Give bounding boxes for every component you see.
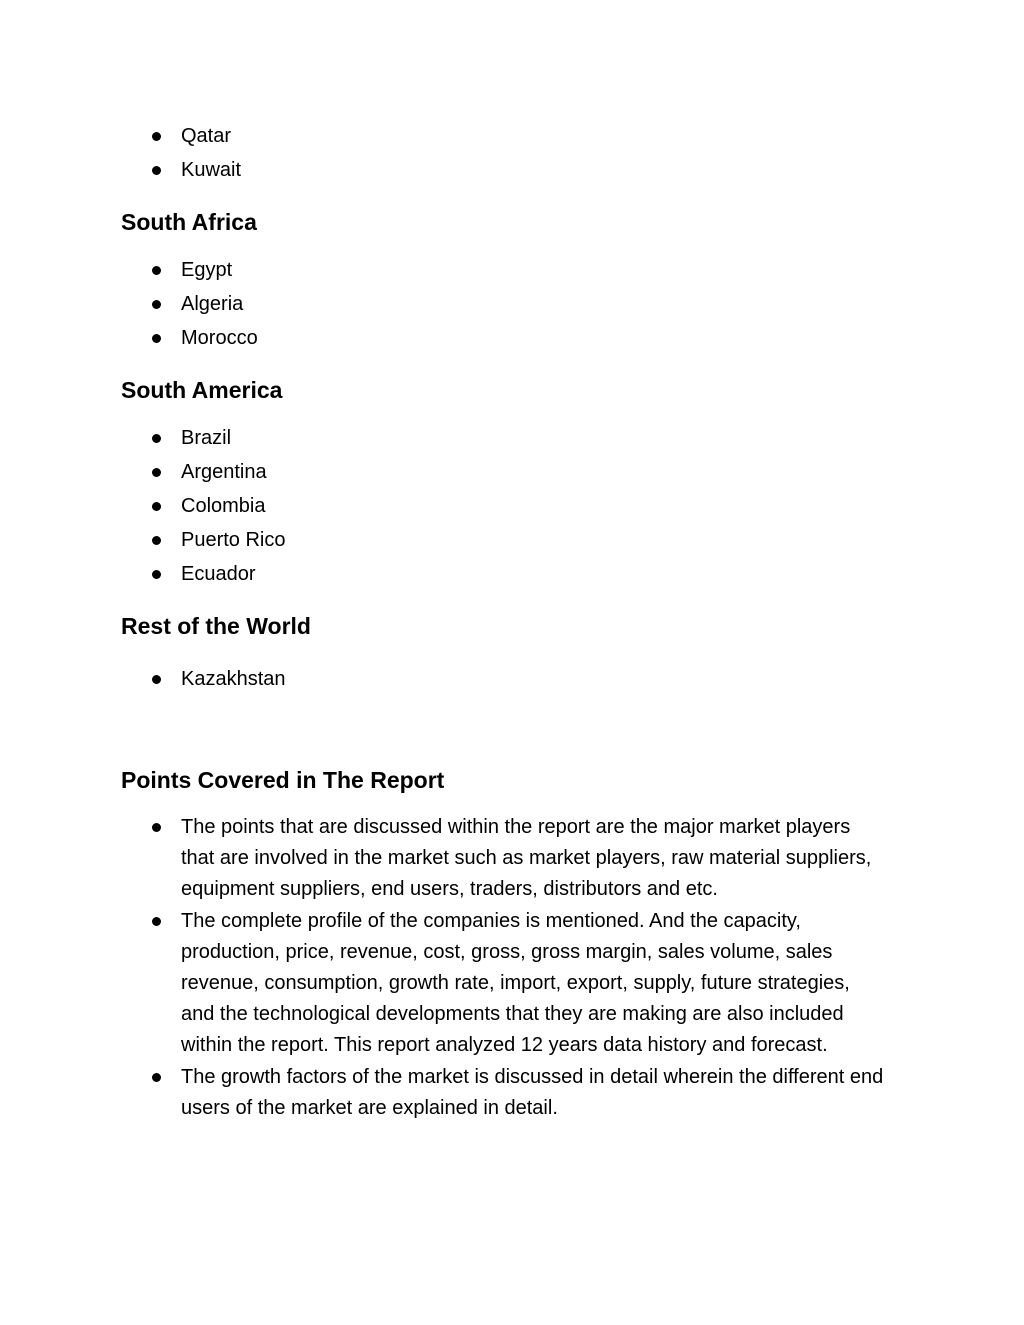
points-covered-list: [0, 812, 900, 1125]
list-item: The points that are discussed within the report are the major market players that are involved in the market such as market players, raw material suppliers, equipment suppliers, end users, traders, distributors and etc.: [0, 812, 886, 905]
list-item: Kazakhstan: [0, 662, 286, 696]
list-item: Kuwait: [0, 153, 241, 187]
list-item: The complete profile of the companies is mentioned. And the capacity, production, price, revenue, cost, gross, gross margin, sales volume, sales revenue, consumption, growth rate, import, export, supply, future strategies, and the technological developments that they are making are also included within the report. This report analyzed 12 years data history and forecast.: [0, 906, 886, 1061]
list-item: Algeria: [0, 287, 258, 321]
list-item: Morocco: [0, 321, 258, 355]
list-item: Ecuador: [0, 557, 286, 591]
section-heading-points-covered: Points Covered in The Report: [121, 767, 445, 793]
list-item: Brazil: [0, 421, 286, 455]
list-item: The growth factors of the market is discussed in detail wherein the different end users of the market are explained in detail.: [0, 1062, 886, 1124]
list-item: Puerto Rico: [0, 523, 286, 557]
list-item: Colombia: [0, 489, 286, 523]
list-item: Egypt: [0, 253, 258, 287]
section-heading-south-america: South America: [121, 377, 283, 403]
list-item: Qatar: [0, 119, 241, 153]
section-heading-south-africa: South Africa: [121, 209, 257, 235]
gcc-country-list: [0, 119, 241, 187]
south-africa-country-list: [0, 253, 258, 355]
rest-of-world-country-list: [0, 662, 286, 696]
list-item: Argentina: [0, 455, 286, 489]
south-america-country-list: [0, 421, 286, 591]
section-heading-rest-of-world: Rest of the World: [121, 613, 311, 639]
